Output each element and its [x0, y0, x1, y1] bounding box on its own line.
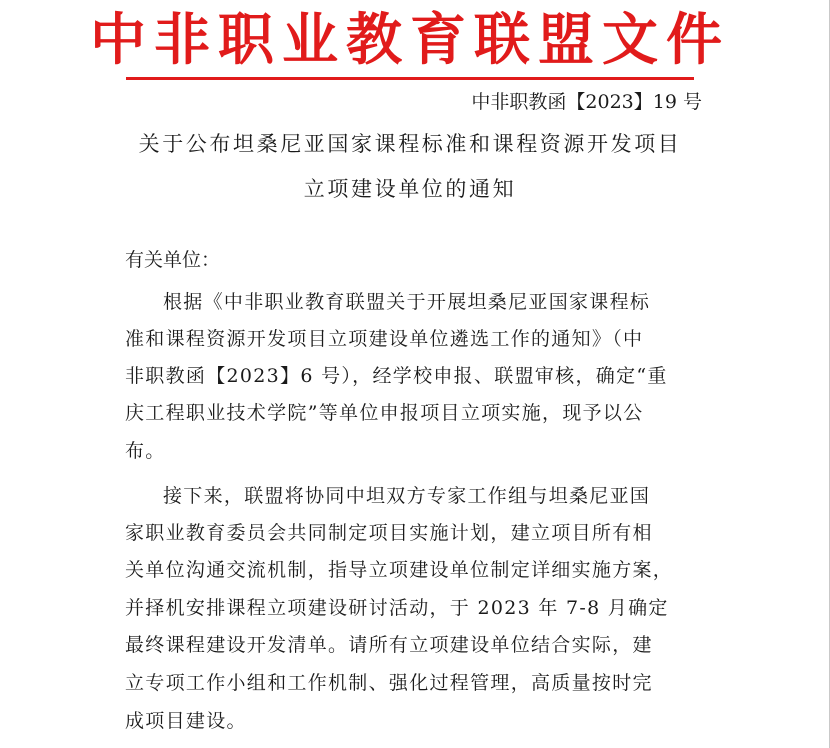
- paragraph-1-line: 准和课程资源开发项目立项建设单位遴选工作的通知》（中: [125, 328, 644, 350]
- paragraph-2-line: 关单位沟通交流机制，指导立项建设单位制定详细实施方案，: [125, 559, 674, 581]
- paragraph-1-line: 非职教函【2023】6 号），经学校申报、联盟审核，确定“重: [125, 365, 668, 387]
- notice-title-line-2: 立项建设单位的通知: [303, 177, 517, 201]
- salutation: 有关单位：: [125, 249, 221, 271]
- masthead-title: 中非职业教育联盟文件: [90, 8, 730, 73]
- paragraph-1-line: 布。: [125, 440, 166, 462]
- paragraph-1-line: 庆工程职业技术学院”等单位申报项目立项实施，现予以公: [125, 402, 644, 424]
- paragraph-2-line: 成项目建设。: [125, 710, 247, 732]
- paragraph-2-line: 最终课程建设开发清单。请所有立项建设单位结合实际，建: [125, 634, 653, 656]
- paragraph-1-line: 根据《中非职业教育联盟关于开展坦桑尼亚国家课程标: [163, 291, 651, 313]
- document-number: 中非职教函【2023】19 号: [471, 91, 702, 113]
- paragraph-2-line: 并择机安排课程立项建设研讨活动，于 2023 年 7-8 月确定: [125, 597, 669, 619]
- paragraph-2-line: 接下来，联盟将协同中坦双方专家工作组与坦桑尼亚国: [163, 485, 651, 507]
- paragraph-2-line: 立专项工作小组和工作机制、强化过程管理，高质量按时完: [125, 672, 653, 694]
- notice-title-line-1: 关于公布坦桑尼亚国家课程标准和课程资源开发项目: [138, 132, 682, 156]
- masthead-red-rule: [126, 77, 694, 80]
- paragraph-2-line: 家职业教育委员会共同制定项目实施计划，建立项目所有相: [125, 522, 653, 544]
